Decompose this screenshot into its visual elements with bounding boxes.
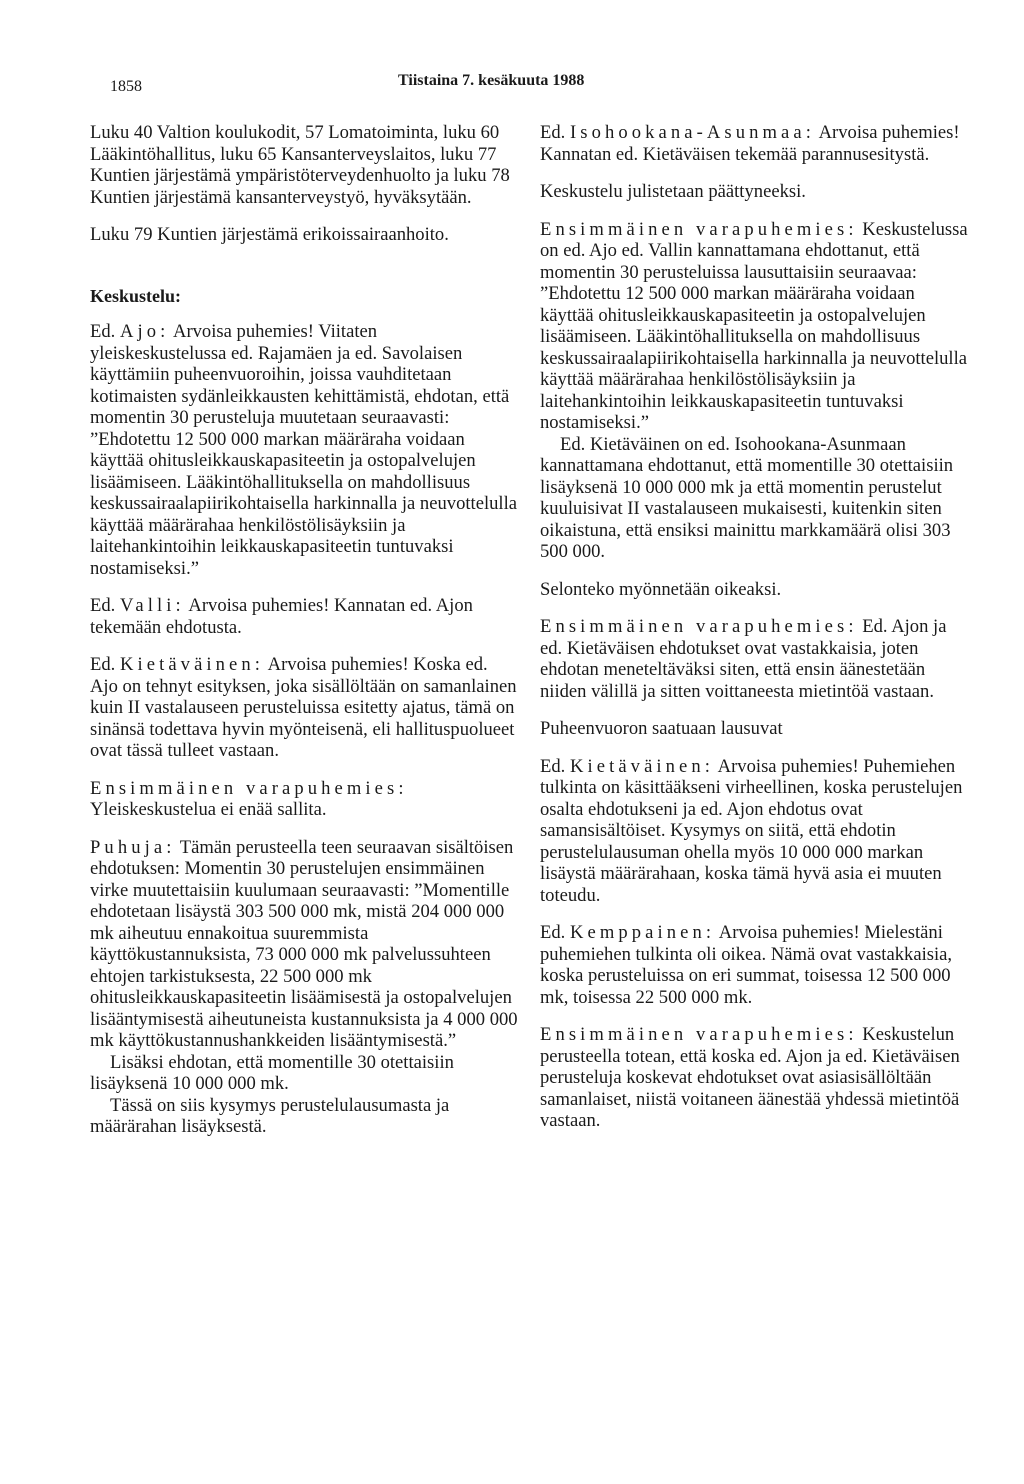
speech-text: Tämän perusteella teen seuraavan sisältöisen ehdotuksen: Momentin 30 perustelujen ensimmäinen virke muutettaisiin kuulumaan seuraavasti: ”Momentille ehdotetaan lisäystä 303 500 000 mk, mistä 204 000 000 mk aiheutuu ennakoitua suuremmista käyttökustannuksista, 73 000 000 mk palvelussuhteen ehtojen tarkistuksesta, 22 500 000 mk ohitusleikkauskapasiteetin lisäämisestä ja ostopalvelujen lisääntymisestä aiheutuneista kustannuksista ja 4 000 000 mk käyttökustannushankkeiden lisääntymisestä.” (90, 836, 518, 1051)
speech-kietavainen-objection (540, 756, 968, 907)
speech-varapuhemies-summary (540, 219, 968, 434)
running-head-date: Tiistaina 7. kesäkuuta 1988 (398, 72, 585, 89)
speech-text: Keskustelun perusteella totean, että koska ed. Ajon ja ed. Kietäväisen perusteluja koskevat ehdotukset ovat asiasisällöltään samanlaiset, niistä voitaneen äänestää yhdessä mietintöä vastaan. (540, 1024, 960, 1131)
speech-text: Arvoisa puhemies! Kannatan ed. Kietäväisen tekemää parannusesitystä. (540, 122, 960, 165)
speaker-name: Ajo: (119, 321, 170, 342)
speech-text: Keskustelussa on ed. Ajo ed. Vallin kannattamana ehdottanut, että momentin 30 perusteluissa lausuttaisiin seuraavaa: ”Ehdotettu 12 500 000 markan määräraha voidaan käyttää ohitusleikkauskapasiteetin ja ostopalvelujen lisäämiseen. Lääkintöhallituksella on mahdollisuus keskussairaalapiirikohtaisella harkinnalla ja neuvottelulla käyttää määrärahaa henkilöstölisäyksiin ja laitehankintoihin leikkauskapasiteetin tuntuvaksi nostamiseksi.” (540, 218, 968, 433)
speech-prefix: Ed. (90, 654, 120, 675)
floor-given-notice: Puheenvuoron saatuaan lausuvat (540, 718, 783, 739)
speech-text: Arvoisa puhemies! Mielestäni puhemiehen tulkinta oli oikea. Nämä ovat vastakkaisia, koska perusteluissa on eri summat, toisessa 12 500 000 mk, toisessa 22 500 000 mk. (540, 922, 953, 1008)
speech-kietavainen (90, 654, 518, 762)
page-number: 1858 (110, 78, 142, 95)
speech-varapuhemies-summary-continued: Ed. Kietäväinen on ed. Isohookana-Asunmaan kannattamana ehdottanut, että momentille 30 otettaisiin lisäyksenä 10 000 000 mk ja että momentin perustelut kuuluisivat II vastalauseen mukaisesti, kuitenkin siten oikaistuna, että ensiksi mainittu markkamäärä olisi 303 500 000. (540, 433, 954, 562)
speaker-name: Kemppainen: (569, 922, 716, 943)
speech-varapuhemies (90, 778, 518, 821)
speech-text: Yleiskeskustelua ei enää sallita. (90, 799, 327, 820)
speaker-name: Ensimmäinen varapuhemies: (540, 218, 858, 240)
speaker-name: Kietäväinen: (119, 654, 265, 675)
speech-kemppainen (540, 922, 968, 1008)
speech-prefix: Ed. (540, 922, 570, 943)
speech-valli (90, 595, 518, 638)
speaker-name: Isohookana-Asunmaa: (569, 122, 815, 143)
speech-varapuhemies-ruling (540, 1024, 968, 1132)
speaker-name: Ensimmäinen varapuhemies: (540, 1024, 858, 1045)
report-approved-notice: Selonteko myönnetään oikeaksi. (540, 578, 782, 600)
paragraph-luku-79: Luku 79 Kuntien järjestämä erikoissairaanhoito. (90, 224, 449, 245)
speech-text: Arvoisa puhemies! Koska ed. Ajo on tehnyt esityksen, joka sisällöltään on samanlainen kuin II vastalauseen perusteluissa esitetty ajatus, tämä on sinänsä todettava hyvin myönteisenä, eli hallituspuolueet ovat tässä tulleet vastaan. (90, 654, 517, 761)
speech-prefix: Ed. (90, 321, 120, 342)
speaker-name: Ensimmäinen varapuhemies: (90, 777, 408, 799)
speech-prefix: Ed. (90, 595, 120, 616)
speech-ajo (90, 321, 518, 579)
speech-prefix: Ed. (540, 755, 570, 777)
speech-puhuja-continued: Lisäksi ehdotan, että momentille 30 otettaisiin lisäyksenä 10 000 000 mk. (90, 1051, 454, 1094)
speech-text: Arvoisa puhemies! Puhemiehen tulkinta on käsittääkseni virheellinen, koska perustelujen osalta ehdotukseni ja ed. Ajon ehdotus ovat samansisältöiset. Kysymys on siitä, että ehdotin perustelulausuman ohella myös 10 000 000 markan lisäystä määrärahaan, koska tämä hyvä asia ei muuten toteudu. (540, 755, 963, 906)
debate-closed-notice: Keskustelu julistetaan päättyneeksi. (540, 181, 806, 202)
section-heading-keskustelu: Keskustelu: (90, 285, 182, 306)
speech-text: Arvoisa puhemies! Viitaten yleiskeskustelussa ed. Rajamäen ja ed. Savolaisen käyttämiin puheenvuoroihin, joissa vauhditetaan kotimaisten sydänleikkausten kehittämistä, ehdotan, että momentin 30 perusteluja muutetaan seuraavasti: ”Ehdotettu 12 500 000 markan määräraha voidaan käyttää ohitusleikkauskapasiteetin ja ostopalvelujen lisäämiseen. Lääkintöhallituksella on mahdollisuus keskussairaalapiirikohtaisella harkinnalla ja neuvottelulla käyttää määrärahaa henkilöstölisäyksiin ja laitehankintoihin leikkauskapasiteetin tuntuvaksi nostamiseksi.” (90, 321, 517, 579)
speech-text: Ed. Ajon ja ed. Kietäväisen ehdotukset ovat vastakkaisia, joten ehdotan meneteltäväksi siten, että ensin äänestetään niiden välillä ja sitten voittaneesta mietintöä vastaan. (540, 616, 947, 702)
speech-text: Arvoisa puhemies! Kannatan ed. Ajon tekemään ehdotusta. (90, 595, 473, 638)
speech-isohookana-asunmaa (540, 122, 968, 165)
speech-prefix: Ed. (540, 122, 570, 143)
speech-puhuja (90, 837, 518, 1052)
speaker-name: Valli: (119, 595, 185, 616)
speaker-name: Kietäväinen: (569, 755, 715, 777)
speech-varapuhemies-procedure (540, 616, 968, 702)
right-column (540, 122, 968, 1148)
speech-puhuja-conclusion: Tässä on siis kysymys perustelulausumasta ja määrärahan lisäyksestä. (90, 1094, 450, 1137)
speaker-name: Ensimmäinen varapuhemies: (540, 616, 858, 637)
speaker-name: Puhuja: (90, 836, 176, 858)
paragraph-luku-40: Luku 40 Valtion koulukodit, 57 Lomatoiminta, luku 60 Lääkintöhallitus, luku 65 Kansanterveyslaitos, luku 77 Kuntien järjestämä ympäristöterveydenhuolto ja luku 78 Kuntien järjestämä kansanterveystyö, hyväksytään. (90, 122, 510, 208)
left-column (90, 122, 518, 1154)
